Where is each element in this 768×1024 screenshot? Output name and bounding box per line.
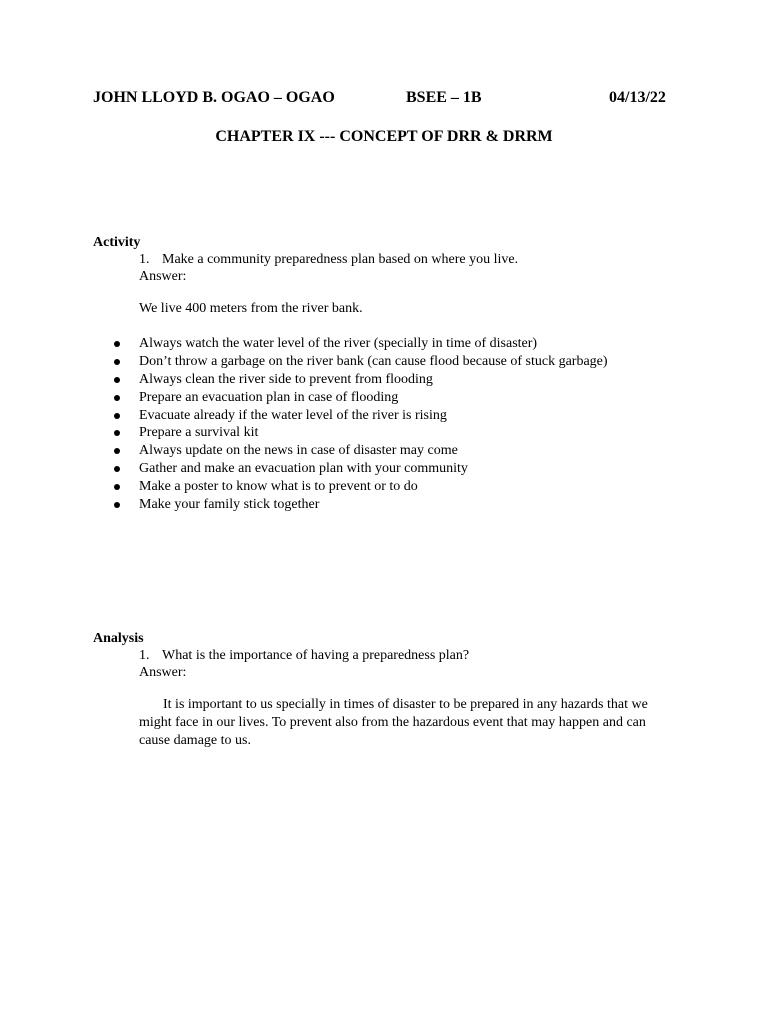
- analysis-answer-text: It is important to us specially in times of disaster to be prepared in any hazards that we might face in our lives. To prevent also from the hazardous event that may happen and can cause damage to us.: [139, 697, 648, 748]
- list-item: Evacuate already if the water level of the river is rising: [111, 407, 608, 425]
- list-item: Always watch the water level of the river (specially in time of disaster): [111, 335, 608, 353]
- list-item: Don’t throw a garbage on the river bank (can cause flood because of stuck garbage): [111, 353, 608, 371]
- analysis-question: What is the importance of having a preparedness plan?: [162, 648, 470, 663]
- chapter-title: CHAPTER IX --- CONCEPT OF DRR & DRRM: [215, 128, 553, 145]
- activity-answer-label: Answer:: [139, 269, 187, 284]
- preparedness-plan-list: [111, 335, 608, 514]
- document-date: 04/13/22: [609, 89, 666, 106]
- list-item: Always clean the river side to prevent from flooding: [111, 371, 608, 389]
- list-item: Always update on the news in case of disaster may come: [111, 442, 608, 460]
- bullet-icon: [114, 502, 120, 508]
- activity-heading: Activity: [93, 235, 141, 250]
- list-item: Gather and make an evacuation plan with your community: [111, 460, 608, 478]
- activity-question-number: 1.: [139, 252, 150, 267]
- analysis-question-number: 1.: [139, 648, 150, 663]
- course-section: BSEE – 1B: [406, 89, 482, 106]
- list-item: Make a poster to know what is to prevent or to do: [111, 478, 608, 496]
- analysis-answer: [139, 696, 659, 750]
- bullet-icon: [114, 359, 120, 365]
- bullet-icon: [114, 341, 120, 347]
- analysis-answer-label: Answer:: [139, 665, 187, 680]
- bullet-icon: [114, 466, 120, 472]
- list-item: Prepare a survival kit: [111, 424, 608, 442]
- bullet-icon: [114, 395, 120, 401]
- bullet-icon: [114, 413, 120, 419]
- student-name: JOHN LLOYD B. OGAO – OGAO: [93, 89, 335, 106]
- activity-question: Make a community preparedness plan based on where you live.: [162, 252, 519, 267]
- list-item: Make your family stick together: [111, 496, 608, 514]
- bullet-icon: [114, 430, 120, 436]
- bullet-icon: [114, 448, 120, 454]
- analysis-heading: Analysis: [93, 631, 144, 646]
- bullet-icon: [114, 484, 120, 490]
- activity-answer-intro: We live 400 meters from the river bank.: [139, 301, 363, 316]
- bullet-icon: [114, 377, 120, 383]
- list-item: Prepare an evacuation plan in case of flooding: [111, 389, 608, 407]
